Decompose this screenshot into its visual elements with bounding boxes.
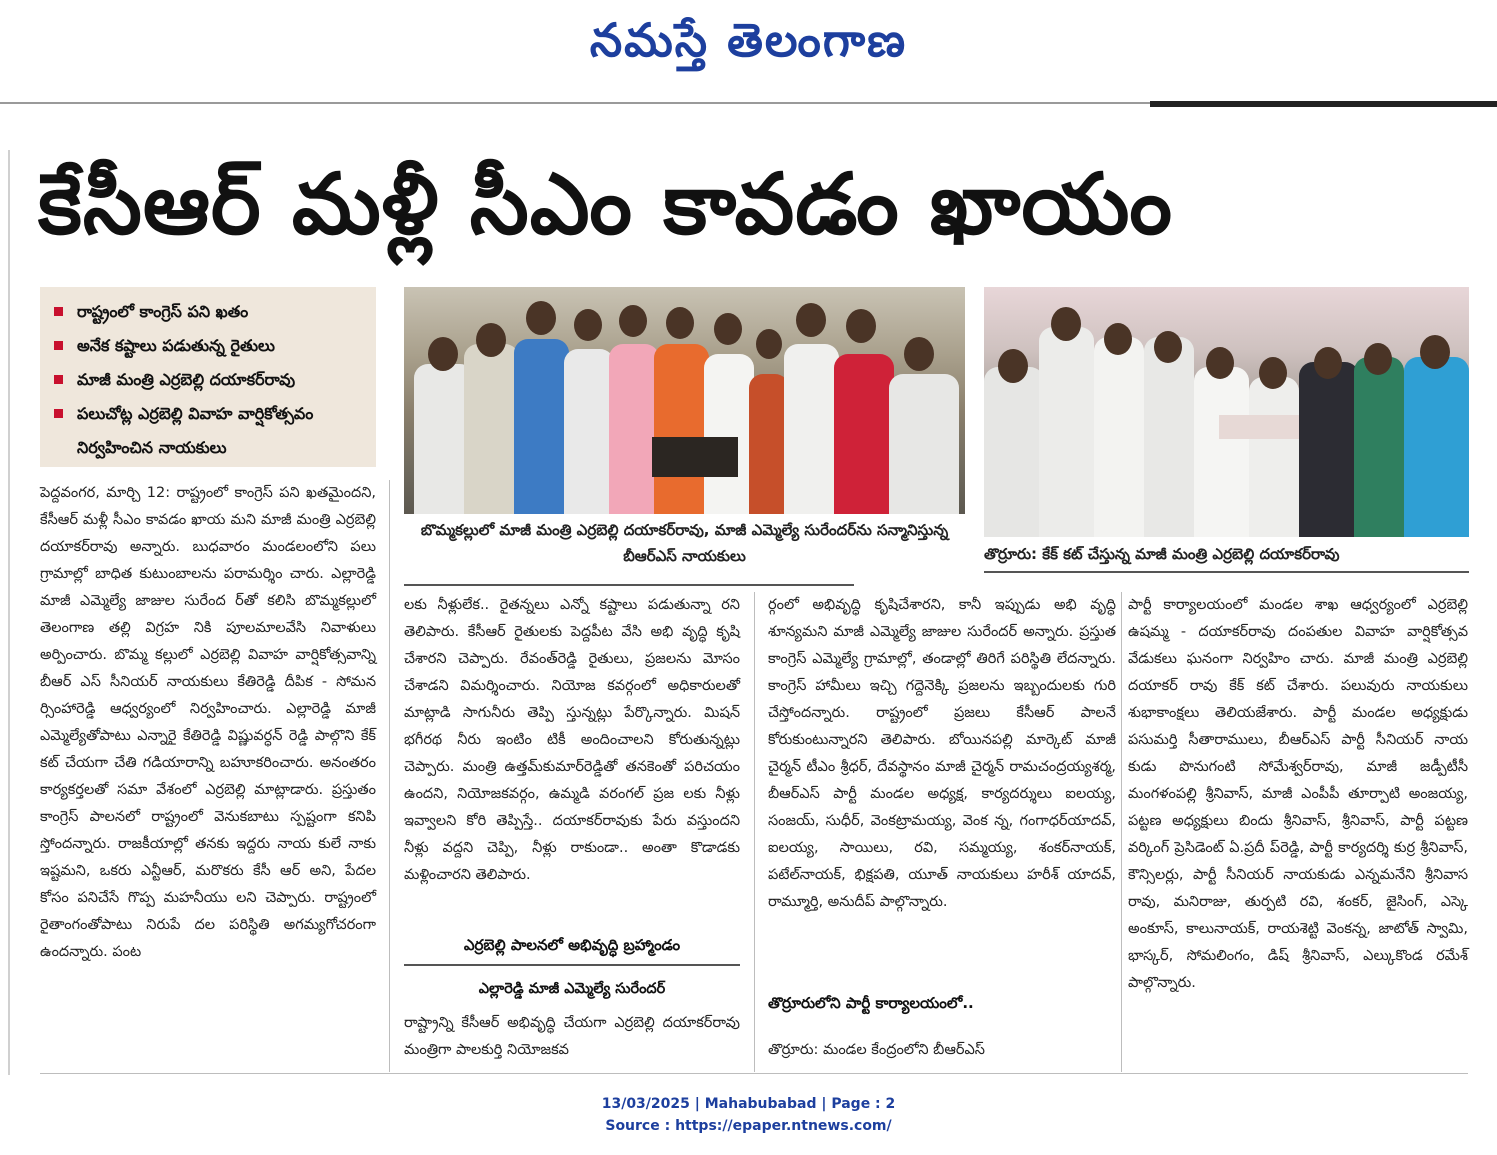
photo-felicitation (404, 287, 965, 514)
article-column-2-continued: రాష్ట్రాన్ని కేసీఆర్ అభివృద్ధి చేయగా ఎర్రబెల్లి దయాకర్‌రావు మంత్రిగా పాలకుర్తి నియోజకవ (404, 1015, 740, 1058)
footer-source-link[interactable]: Source : https://epaper.ntnews.com/ (605, 1118, 892, 1134)
bullet-icon (54, 307, 63, 316)
highlight-item: పలుచోట్ల ఎర్రబెల్లి వివాహ వార్షికోత్సవం (50, 397, 366, 431)
highlights-box (40, 287, 376, 467)
column-divider (1121, 592, 1122, 1072)
masthead-rule-thick (1150, 101, 1497, 107)
caption-rule (984, 571, 1469, 573)
photo-cake-cutting (984, 287, 1469, 537)
article-column-2: లకు నీళ్లులేక.. రైతన్నలు ఎన్నో కష్టాలు పడుతున్నా రని తెలిపారు. కేసీఆర్ రైతులకు పెద్దపీట వేసి అభి వృద్ధి కృషి చేశారని చెప్పారు. రేవంత్‌రెడ్డి రైతులు, ప్రజలను మోసం చేశాడని విమర్శించారు. నియోజ కవర్గంలో అధికారులతో మాట్లాడి సాగునీరు తెప్పి స్తున్నట్లు పేర్కొన్నారు. మిషన్ భగీరథ నీరు ఇంటిం టికీ అందించాలని కోరుతున్నట్లు చెప్పారు. మంత్రి ఉత్తమ్‌కుమార్‌రెడ్డితో తనకెంతో పరిచయం ఉందని, నియోజకవర్గం, ఉమ్మడి వరంగల్ ప్రజ లకు నీళ్లు ఇవ్వాలని కోరి తెప్పిస్తే.. దయాకర్‌రావుకు పేరు వస్తుందని నీళ్లు వద్దని చెప్పి, నీళ్లు రాకుండా.. అంతా కొడాడకు మళ్లించారని తెలిపారు. (404, 597, 740, 883)
highlight-item: మాజీ మంత్రి ఎర్రబెల్లి దయాకర్‌రావు (50, 363, 366, 397)
highlight-item: అనేక కష్టాలు పడుతున్న రైతులు (50, 329, 366, 363)
article-column-1: పెద్దవంగర, మార్చి 12: రాష్ట్రంలో కాంగ్రెస్ పని ఖతమైందని, కేసీఆర్ మళ్లీ సీఎం కావడం ఖాయ మని మాజీ మంత్రి ఎర్రబెల్లి దయాకర్‌రావు అన్నారు. బుధవారం మండలంలోని పలు గ్రామాల్లో బాధిత కుటుంబాలను పరామర్శిం చారు. ఎల్లారెడ్డి మాజీ ఎమ్మెల్యే జాజుల సురేంద ర్‌తో కలిసి బొమ్మకల్లులో తెలంగాణ తల్లి విగ్రహ నికి పూలమాలవేసి నివాళులు అర్పించారు. బొమ్మ కల్లులో ఎర్రబెల్లి వివాహ వార్షికోత్సవాన్ని బీఆర్ ఎస్ సీనియర్ నాయకులు కేతిరెడ్డి దీపిక - సోమన ర్సింహారెడ్డి ఆధ్వర్యంలో నిర్వహించారు. ఎల్లారెడ్డి మాజీ ఎమ్మెల్యేతోపాటు ఎన్నారై కేతిరెడ్డి విష్ణువర్ధన్ రెడ్డి పాల్గొని కేక్ కట్ చేయగా చేతి గడియారాన్ని బహూకరించారు. అనంతరం కార్యకర్తలతో సమా వేశంలో ఎర్రబెల్లి మాట్లాడారు. ప్రస్తుతం కాంగ్రెస్ పాలనలో రాష్ట్రంలో వెనుకబాటు స్పష్టంగా కనిపి స్తోందన్నారు. రాజకీయాల్లో తనకు ఇద్దరు నాయ కులే నాకు ఇష్టమని, ఒకరు ఎన్టీఆర్, మరొకరు కేసీ ఆర్ అని, పేదల కోసం పనిచేసే గొప్ప మహనీయు లని చెప్పారు. రాష్ట్రంలో రైతాంగంతోపాటు నిరుపే దల పరిస్థితి అగమ్యగోచరంగా ఉందన్నారు. పంట (40, 485, 376, 960)
page-left-border (8, 150, 10, 1075)
bullet-icon (54, 341, 63, 350)
footer-edition-info: 13/03/2025 | Mahabubabad | Page : 2 (601, 1096, 896, 1112)
bullet-icon (54, 409, 63, 418)
newspaper-logo: నమస్తే తెలంగాణ (589, 13, 908, 67)
headline: కేసీఆర్ మళ్లీ సీఎం కావడం ఖాయం (38, 155, 1174, 253)
bullet-icon (54, 375, 63, 384)
subheading: ఎర్రబెల్లి పాలనలో అభివృద్ధి బ్రహ్మాండం (463, 936, 681, 954)
highlight-item: రాష్ట్రంలో కాంగ్రెస్ పని ఖతం (50, 295, 366, 329)
footer (0, 1093, 1497, 1137)
highlight-item-continued: నిర్వహించిన నాయకులు (77, 438, 227, 457)
column-divider (389, 480, 390, 1072)
article-column-4: పార్టీ కార్యాలయంలో మండల శాఖ ఆధ్వర్యంలో ఎర్రబెల్లి ఉషమ్మ - దయాకర్‌రావు దంపతుల వివాహ వార్షికోత్సవ వేడుకలు ఘనంగా నిర్వహిం చారు. మాజీ మంత్రి ఎర్రబెల్లి దయాకర్ రావు కేక్ కట్ చేశారు. పలువురు నాయకులు శుభాకాంక్షలు తెలియజేశారు. పార్టీ మండల అధ్యక్షుడు పసుమర్తి సీతారాములు, బీఆర్ఎస్ పార్టీ సీనియర్ నాయ కుడు పొనుగంటి సోమేశ్వర్‌రావు, మాజీ జడ్పీటీసీ మంగళంపల్లి శ్రీనివాస్, మాజీ ఎంపీపీ తూర్పాటి అంజయ్య, పట్టణ అధ్యక్షులు బిందు శ్రీనివాస్, శ్రీనివాస్, పార్టీ పట్టణ వర్కింగ్ ప్రెసిడెంట్ ఏ.ప్రదీ ప్‌రెడ్డి, పార్టీ కార్యదర్శి కుర్ర శ్రీనివాస్, కౌన్సిలర్లు, పార్టీ సీనియర్ నాయకుడు ఎన్నమనేని శ్రీనివాస రావు, మనిరాజు, తుర్పటి రవి, శంకర్, జైసింగ్, ఎస్కె అంకూస్, కాలునాయక్, రాయశెట్టి వెంకన్న, జాటోత్ స్వామి, భాస్కర్, సోమలింగం, డిష్ శ్రీనివాస్, ఎల్కుకొండ రమేశ్ పాల్గొన్నారు. (1128, 597, 1468, 991)
photo1-caption: బొమ్మకల్లులో మాజీ మంత్రి ఎర్రబెల్లి దయాకర్‌రావు, మాజీ ఎమ్మెల్యే సురేందర్‌ను సన్మానిస్తున్న బీఆర్ఎస్ నాయకులు (420, 521, 949, 565)
column-divider (754, 592, 755, 1072)
photo2-caption: తొర్రూరు: కేక్ కట్ చేస్తున్న మాజీ మంత్రి ఎర్రబెల్లి దయాకర్‌రావు (984, 545, 1340, 563)
subheading: తొర్రూరులోని పార్టీ కార్యాలయంలో.. (768, 994, 974, 1012)
subheading-rule (404, 964, 740, 966)
article-bottom-rule (40, 1073, 1468, 1074)
caption-rule (404, 584, 854, 586)
article-column-3: ర్గంలో అభివృద్ధి కృషిచేశారని, కానీ ఇప్పుడు అభి వృద్ధి శూన్యమని మాజీ ఎమ్మెల్యే జాజుల సురేందర్ అన్నారు. ప్రస్తుత కాంగ్రెస్ ఎమ్మెల్యే గ్రామాల్లో, తండాల్లో తిరిగే పరిస్థితి లేదన్నారు. కాంగ్రెస్ హామీలు ఇచ్చి గద్దెనెక్కి ప్రజలను ఇబ్బందులకు గురి చేస్తోందన్నారు. రాష్ట్రంలో ప్రజలు కేసీఆర్ పాలనే కోరుకుంటున్నారని తెలిపారు. బోయినపల్లి మార్కెట్ మాజీ చైర్మన్ టీఎం శ్రీధర్, దేవస్థానం మాజీ చైర్మన్ రామచంద్రయ్యశర్మ, బీఆర్ఎస్ పార్టీ మండల అధ్యక్ష, కార్యదర్శులు ఐలయ్య, సంజయ్, సుధీర్, వెంకట్రామయ్య, వెంక న్న, గంగాధర్‌యాదవ్, ఐలయ్య, సాయిలు, రవి, సమ్మయ్య, శంకర్‌నాయక్, పటేల్‌నాయక్, భిక్షపతి, యూత్ నాయకులు హరీశ్ యాదవ్, రామ్మూర్తి, అనుదీప్ పాల్గొన్నారు. (768, 597, 1116, 910)
article-column-3-continued: తొర్రూరు: మండల కేంద్రంలోని బీఆర్ఎస్ (768, 1042, 985, 1058)
subheading-byline: ఎల్లారెడ్డి మాజీ ఎమ్మెల్యే సురేందర్ (478, 981, 666, 997)
masthead (0, 0, 1497, 100)
